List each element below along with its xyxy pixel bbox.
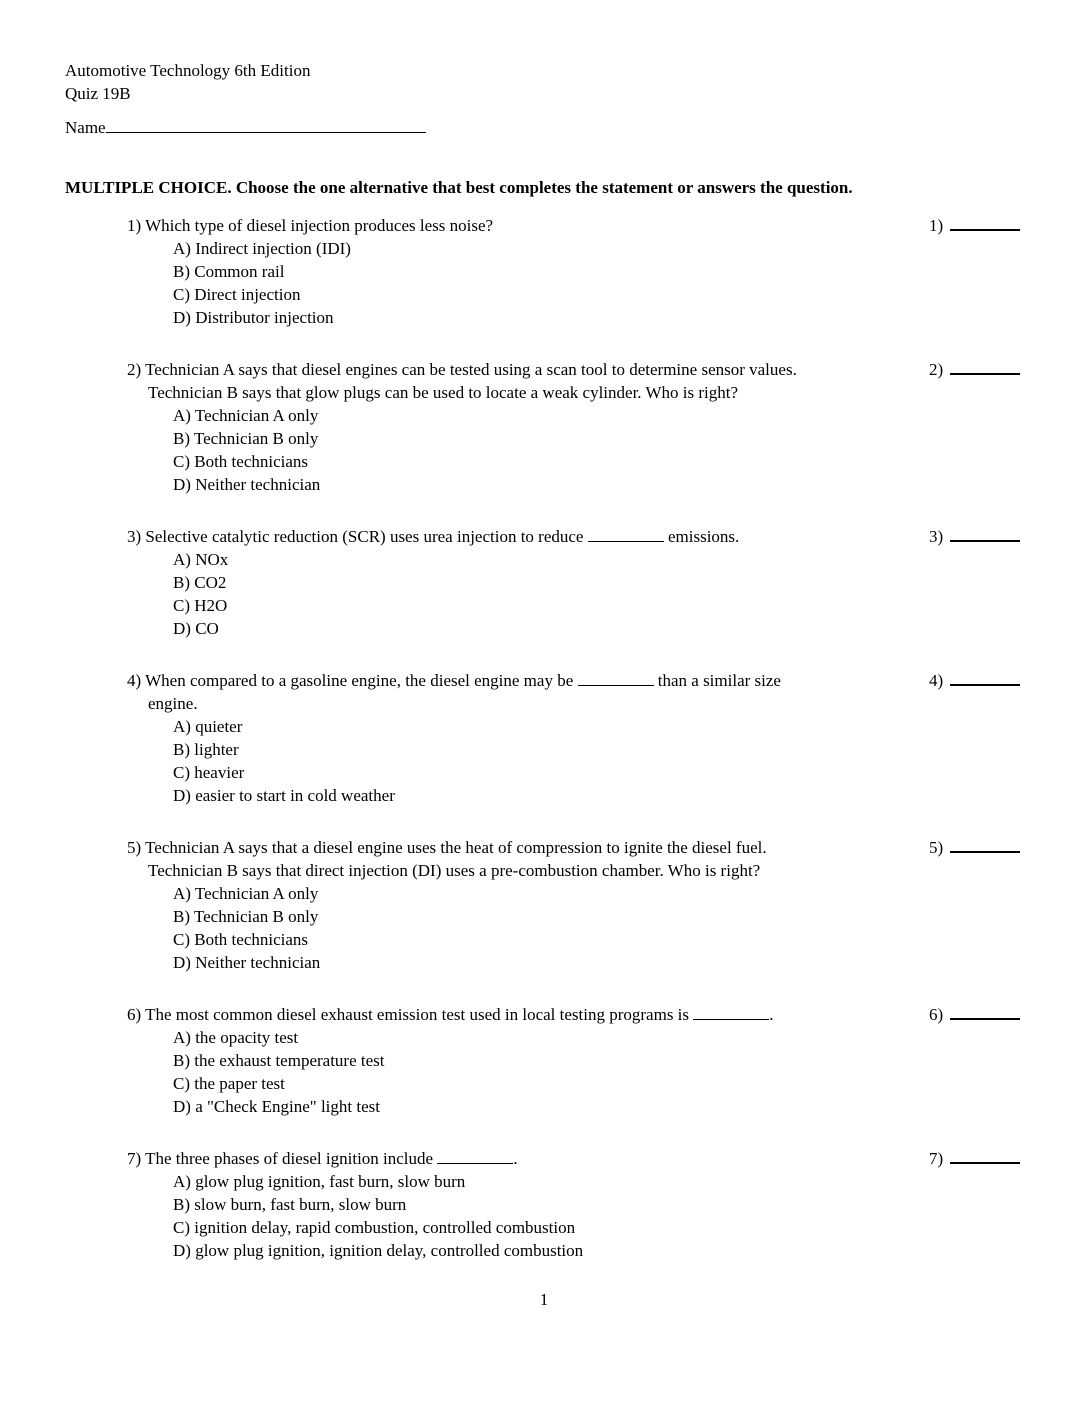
question-content [127,1147,929,1262]
name-row [65,116,1088,139]
answer-option: C) heavier [173,763,245,782]
question-block [127,525,1088,640]
question-block [127,214,1088,329]
inline-answer-blank [578,682,654,686]
answer-option: B) Technician B only [173,907,319,926]
answer-write-blank [950,1149,1020,1164]
answer-option: A) Technician A only [173,406,319,425]
answer-option: A) Technician A only [173,884,319,903]
answer-field [929,358,1026,496]
answer-option: C) H2O [173,596,228,615]
answer-number: 5) [929,838,944,857]
answer-field [929,1003,1026,1118]
name-blank-line [106,118,426,133]
answer-field [929,1147,1026,1262]
answer-option: A) quieter [173,717,243,736]
question-content [127,669,929,807]
answer-write-blank [950,527,1020,542]
question-text-line: engine. [148,694,198,713]
question-text-line: Technician B says that direct injection (DI) uses a pre-combustion chamber. Who is right? [148,861,761,880]
question-block [127,1147,1088,1262]
answer-number: 2) [929,360,944,379]
page-number: 1 [539,1290,549,1309]
answer-option: A) the opacity test [173,1028,299,1047]
question-block [127,836,1088,974]
answer-option: B) Technician B only [173,429,319,448]
answer-option: B) slow burn, fast burn, slow burn [173,1195,407,1214]
answer-option: B) CO2 [173,573,227,592]
question-text-line: 7) The three phases of diesel ignition include . [127,1149,518,1168]
question-text-line: 1) Which type of diesel injection produces less noise? [127,216,494,235]
answer-option: B) Common rail [173,262,285,281]
question-text-line: 5) Technician A says that a diesel engine uses the heat of compression to ignite the diesel fuel. [127,838,767,857]
answer-option: A) glow plug ignition, fast burn, slow burn [173,1172,466,1191]
answer-option: D) easier to start in cold weather [173,786,395,805]
answer-option: D) Distributor injection [173,308,334,327]
answer-option: D) a "Check Engine" light test [173,1097,380,1116]
answer-option: C) Both technicians [173,452,309,471]
question-text-line: 6) The most common diesel exhaust emission test used in local testing programs is . [127,1005,774,1024]
question-text-line: Technician B says that glow plugs can be used to locate a weak cylinder. Who is right? [148,383,739,402]
question-text-line: 4) When compared to a gasoline engine, the diesel engine may be than a similar size [127,671,781,690]
answer-field [929,836,1026,974]
answer-option: D) Neither technician [173,475,321,494]
question-block [127,358,1088,496]
doc-title-line-1: Automotive Technology 6th Edition [65,61,311,80]
question-block [127,1003,1088,1118]
answer-number: 3) [929,527,944,546]
inline-answer-blank [588,538,664,542]
answer-option: A) Indirect injection (IDI) [173,239,351,258]
answer-number: 4) [929,671,944,690]
answer-field [929,669,1026,807]
answer-number: 6) [929,1005,944,1024]
answer-option: C) Both technicians [173,930,309,949]
answer-option: B) the exhaust temperature test [173,1051,385,1070]
question-text-line: 3) Selective catalytic reduction (SCR) uses urea injection to reduce emissions. [127,527,740,546]
answer-number: 1) [929,216,944,235]
answer-field [929,525,1026,640]
questions-list [65,214,1088,1262]
question-content [127,525,929,640]
answer-write-blank [950,838,1020,853]
inline-answer-blank [693,1016,769,1020]
doc-title-line-2: Quiz 19B [65,84,131,103]
answer-write-blank [950,1005,1020,1020]
name-label: Name [65,118,106,137]
answer-option: D) CO [173,619,219,638]
inline-answer-blank [437,1160,513,1164]
answer-option: D) glow plug ignition, ignition delay, controlled combustion [173,1241,584,1260]
answer-option: C) ignition delay, rapid combustion, controlled combustion [173,1218,576,1237]
answer-field [929,214,1026,329]
instructions-heading: MULTIPLE CHOICE. Choose the one alternative that best completes the statement or answers the question. [65,178,853,197]
question-content [127,214,929,329]
answer-write-blank [950,671,1020,686]
question-content [127,358,929,496]
answer-option: A) NOx [173,550,229,569]
answer-write-blank [950,360,1020,375]
question-text-line: 2) Technician A says that diesel engines can be tested using a scan tool to determine sensor values. [127,360,797,379]
answer-option: C) the paper test [173,1074,285,1093]
answer-option: D) Neither technician [173,953,321,972]
answer-write-blank [950,216,1020,231]
question-content [127,836,929,974]
question-block [127,669,1088,807]
answer-number: 7) [929,1149,944,1168]
question-content [127,1003,929,1118]
answer-option: B) lighter [173,740,239,759]
answer-option: C) Direct injection [173,285,301,304]
